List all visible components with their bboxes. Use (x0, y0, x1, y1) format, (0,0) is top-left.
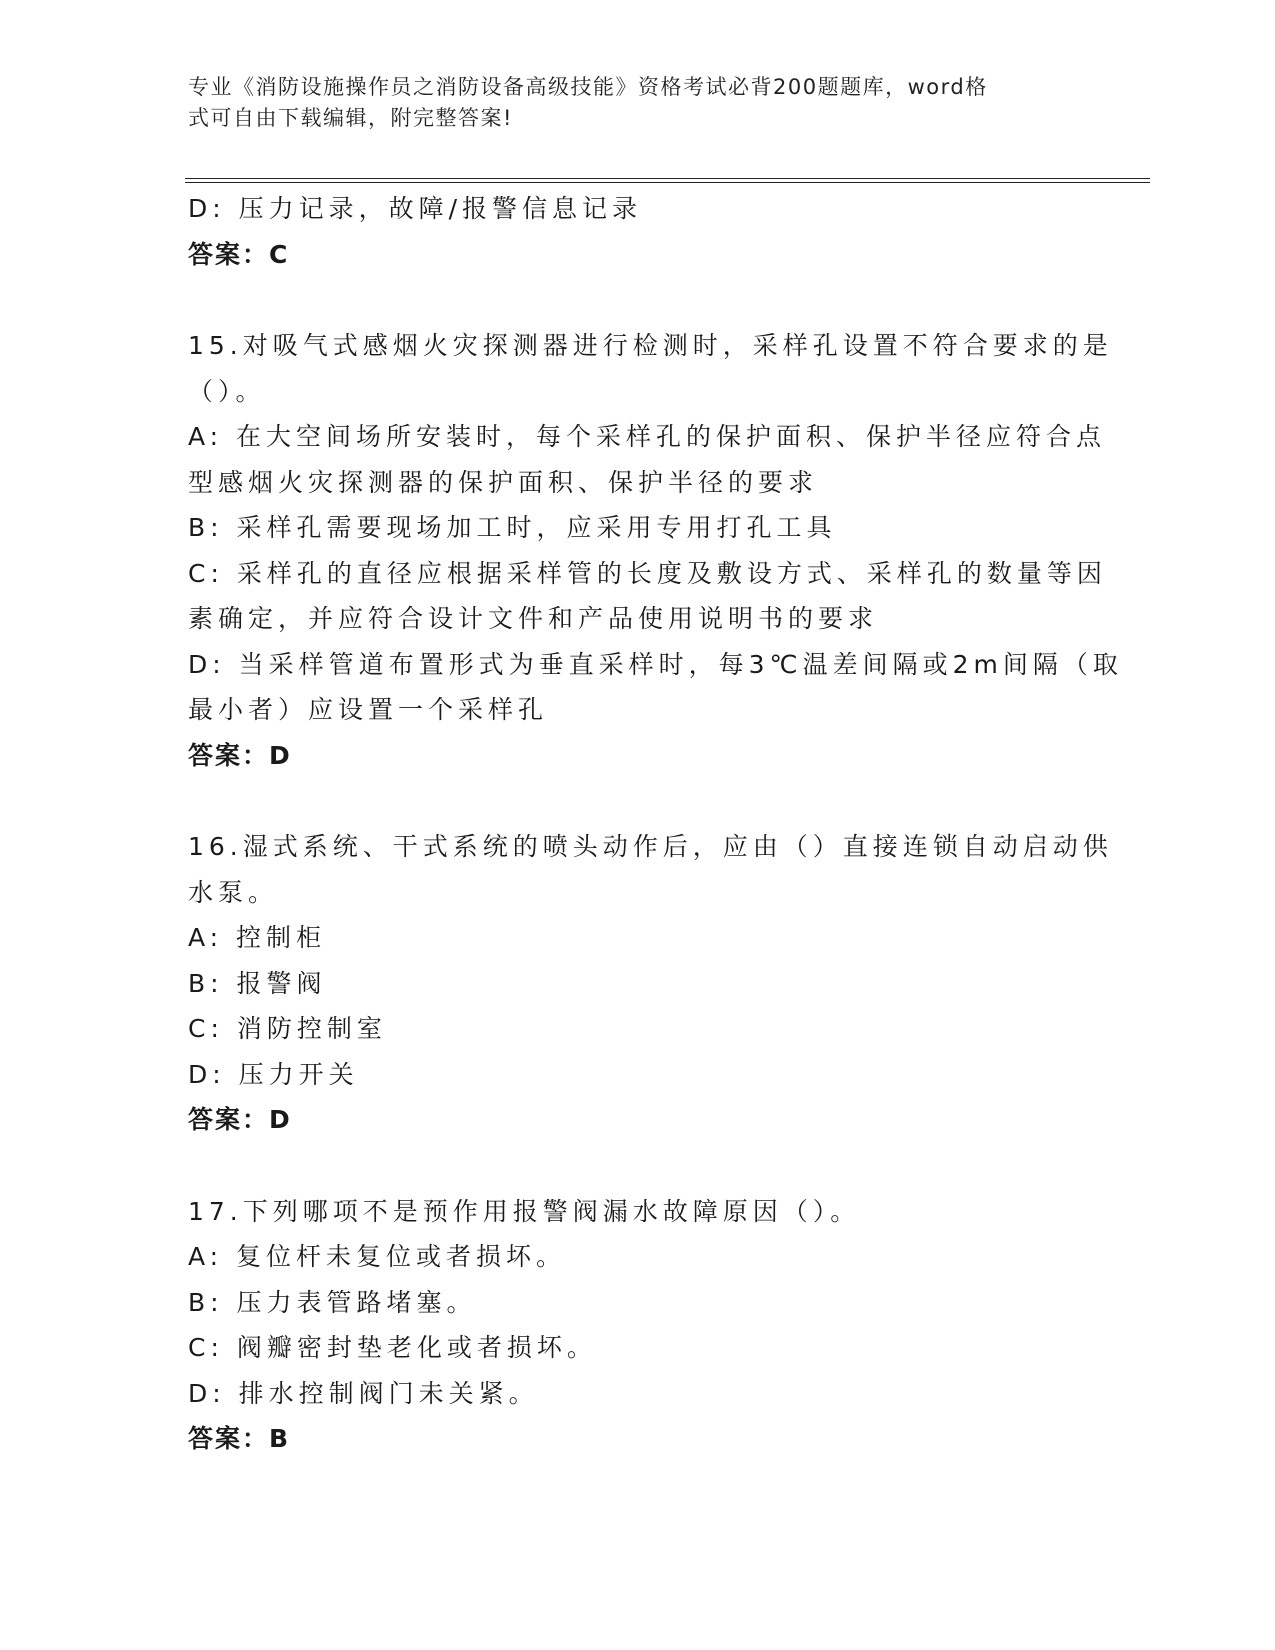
option-d: D: 压力记录，故障/报警信息记录 (188, 194, 643, 223)
question-block-15 (188, 323, 1123, 778)
question-block-previous (188, 186, 1088, 277)
option-b: B: 报警阀 (188, 968, 327, 998)
option-a: A: 复位杆未复位或者损坏。 (188, 1242, 567, 1271)
option-c: C: 采样孔的直径应根据采样管的长度及敷设方式、采样孔的数量等因 (188, 558, 1107, 588)
question-stem: 16.湿式系统、干式系统的喷头动作后，应由（）直接连锁自动启动供 (188, 832, 1113, 861)
question-stem: 17.下列哪项不是预作用报警阀漏水故障原因（）。 (188, 1196, 861, 1226)
spacer (188, 778, 1088, 824)
header-rule-bottom (185, 182, 1150, 183)
answer-label: 答案：D (188, 1105, 292, 1134)
question-block-17 (188, 1189, 1088, 1462)
spacer (188, 277, 1088, 323)
option-a: A: 在大空间场所安装时，每个采样孔的保护面积、保护半径应符合点 (188, 422, 1107, 451)
option-d: D: 当采样管道布置形式为垂直采样时，每3℃温差间隔或2m间隔（取 (188, 649, 1123, 679)
option-d: D: 压力开关 (188, 1059, 359, 1089)
option-c: C: 消防控制室 (188, 1014, 387, 1043)
question-list (188, 186, 1123, 1462)
option-a-continued: 型感烟火灾探测器的保护面积、保护半径的要求 (188, 467, 819, 497)
option-c-continued: 素确定，并应符合设计文件和产品使用说明书的要求 (188, 604, 879, 633)
header-rule-top (185, 178, 1150, 179)
answer-label: 答案：C (188, 239, 290, 269)
answer-label: 答案：D (188, 740, 292, 770)
header-line-1: 专业《消防设施操作员之消防设备高级技能》资格考试必背200题题库，word格 (188, 75, 988, 99)
header-line-2: 式可自由下载编辑，附完整答案! (188, 106, 513, 130)
option-d-continued: 最小者）应设置一个采样孔 (188, 695, 549, 724)
answer-label: 答案：B (188, 1424, 291, 1453)
option-d: D: 排水控制阀门未关紧。 (188, 1378, 539, 1408)
option-b: B: 压力表管路堵塞。 (188, 1287, 477, 1317)
option-b: B: 采样孔需要现场加工时，应采用专用打孔工具 (188, 513, 837, 542)
question-stem: 15.对吸气式感烟火灾探测器进行检测时，采样孔设置不符合要求的是 (188, 331, 1113, 360)
spacer (188, 1143, 1088, 1189)
question-block-16 (188, 824, 1113, 1143)
question-stem-continued: （）。 (188, 376, 266, 406)
document-header (188, 72, 1068, 134)
question-stem-continued: 水泵。 (188, 877, 279, 907)
option-c: C: 阀瓣密封垫老化或者损坏。 (188, 1333, 597, 1362)
option-a: A: 控制柜 (188, 923, 327, 952)
